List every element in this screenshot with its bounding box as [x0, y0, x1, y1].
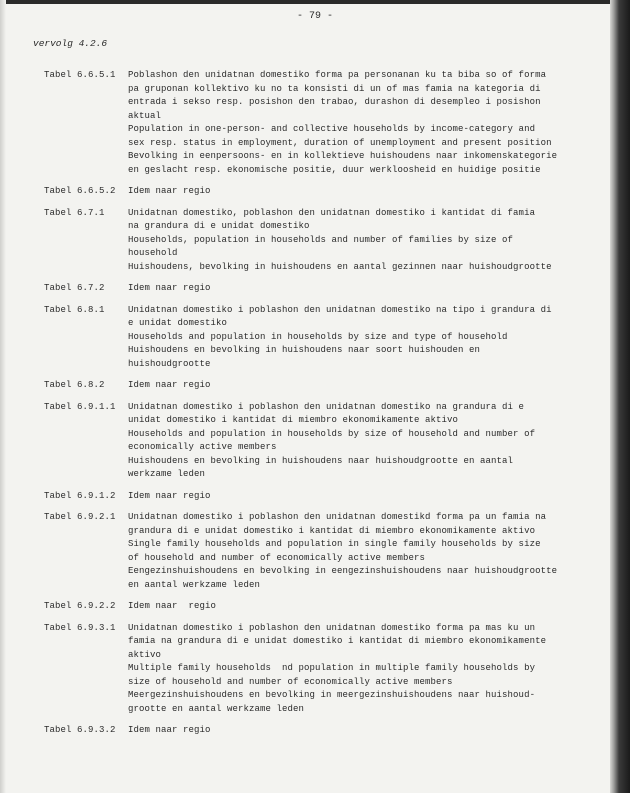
table-entry [44, 511, 604, 592]
description-line: werkzame leden [128, 469, 206, 479]
description-line: sex resp. status in employment, duration of unemployment and present position [128, 137, 552, 148]
table-entry [44, 69, 604, 177]
description-line: economically active members [128, 442, 277, 452]
table-number: Tabel 6.9.2.2 [44, 601, 116, 611]
description-line: en geslacht resp. ekonomische positie, duur werkloosheid en huidige positie [128, 164, 541, 175]
table-number: Tabel 6.6.5.2 [44, 186, 116, 196]
table-number: Tabel 6.9.1.2 [44, 490, 116, 501]
table-entry [44, 282, 604, 296]
table-description [128, 379, 211, 393]
table-list [44, 69, 604, 746]
scan-top-edge [0, 0, 630, 4]
table-number: Tabel 6.7.2 [44, 283, 105, 293]
description-line: Population in one-person- and collective households by income-category and [128, 124, 536, 134]
table-number: Tabel 6.9.1.1 [44, 401, 116, 412]
table-number: Tabel 6.8.1 [44, 304, 105, 315]
description-line: Idem naar regio [128, 601, 217, 611]
table-number: Tabel 6.9.2.1 [44, 512, 116, 522]
description-line: huishoudgrootte [128, 358, 211, 369]
description-line: household [128, 248, 178, 258]
description-line: Huishoudens en bevolking in huishoudens naar huishoudgrootte en aantal [128, 455, 514, 466]
description-line: Eengezinshuishoudens en bevolking in eengezinshuishoudens naar huishoudgrootte [128, 566, 558, 576]
description-line: entrada i sekso resp. posishon den trabao, durashon di desempleo i posishon [128, 97, 541, 107]
description-line: grootte en aantal werkzame leden [128, 703, 305, 714]
table-description [128, 511, 557, 592]
description-line: e unidat domestiko [128, 318, 228, 328]
description-line: of household and number of economically active members [128, 552, 426, 563]
description-line: grandura di e unidat domestiko i kantidat di miembro ekonomikamente aktivo [128, 525, 536, 536]
table-entry [44, 207, 604, 275]
description-line: Unidatnan domestiko i poblashon den unidatnan domestiko forma pa mas ku un [128, 622, 536, 633]
table-number: Tabel 6.6.5.1 [44, 70, 116, 80]
table-entry [44, 379, 604, 393]
description-line: Single family households and population in single family households by size [128, 539, 541, 549]
description-line: Multiple family households nd population in multiple family households by [128, 663, 536, 673]
table-number: Tabel 6.7.1 [44, 207, 105, 218]
table-number: Tabel 6.8.2 [44, 380, 105, 390]
table-entry [44, 724, 604, 738]
continuation-heading: vervolg 4.2.6 [33, 38, 108, 49]
description-line: Unidatnan domestiko i poblashon den unidatnan domestikd forma pa un famia na [128, 512, 547, 522]
table-description [128, 207, 552, 275]
table-description [128, 282, 211, 296]
table-entry [44, 304, 604, 372]
table-description [128, 185, 211, 199]
description-line: famia na grandura di e unidat domestiko i kantidat di miembro ekonomikamente [128, 636, 547, 646]
description-line: Unidatnan domestiko i poblashon den unidatnan domestiko na grandura di e [128, 401, 525, 412]
description-line: Households, population in households and number of families by size of [128, 234, 514, 245]
description-line: Idem naar regio [128, 283, 211, 293]
description-line: unidat domestiko i kantidat di miembro ekonomikamente aktivo [128, 415, 459, 425]
description-line: Idem naar regio [128, 380, 211, 390]
table-description [128, 600, 216, 614]
description-line: Households and population in households by size and type of household [128, 331, 508, 342]
table-description [128, 69, 557, 177]
table-description [128, 490, 211, 504]
table-entry [44, 622, 604, 717]
page-number: - 79 - [296, 11, 333, 22]
table-number: Tabel 6.9.3.1 [44, 622, 116, 633]
table-number: Tabel 6.9.3.2 [44, 725, 116, 735]
scan-right-edge [610, 0, 630, 793]
description-line: pa gruponan kollektivo ku no ta konsisti di un of mas famia na kategoria di [128, 83, 541, 94]
description-line: na grandura di e unidat domestiko [128, 221, 310, 231]
description-line: Unidatnan domestiko, poblashon den unidatnan domestiko i kantidat di famia [128, 207, 536, 218]
description-line: Poblashon den unidatnan domestiko forma pa personanan ku ta biba so of forma [128, 70, 547, 80]
description-line: Idem naar regio [128, 725, 211, 735]
description-line: aktivo [128, 649, 162, 660]
description-line: Households and population in households by size of household and number of [128, 428, 536, 439]
table-description [128, 724, 211, 738]
description-line: Unidatnan domestiko i poblashon den unidatnan domestiko na tipo i grandura di [128, 304, 552, 315]
description-line: size of household and number of economically active members [128, 676, 453, 687]
scan-left-edge [0, 0, 6, 793]
table-description [128, 304, 552, 372]
description-line: Bevolking in eenpersoons- en in kollektieve huishoudens naar inkomenskategorie [128, 151, 558, 161]
description-line: Huishoudens, bevolking in huishoudens en aantal gezinnen naar huishoudgrootte [128, 261, 552, 272]
table-description [128, 401, 535, 482]
description-line: en aantal werkzame leden [128, 579, 261, 590]
table-entry [44, 185, 604, 199]
table-description [128, 622, 546, 717]
description-line: Meergezinshuishoudens en bevolking in meergezinshuishoudens naar huishoud- [128, 690, 536, 700]
description-line: Idem naar regio [128, 186, 211, 196]
description-line: Huishoudens en bevolking in huishoudens naar soort huishouden en [128, 345, 481, 355]
description-line: aktual [128, 110, 162, 121]
table-entry [44, 401, 604, 482]
table-entry [44, 600, 604, 614]
description-line: Idem naar regio [128, 490, 211, 501]
table-entry [44, 490, 604, 504]
